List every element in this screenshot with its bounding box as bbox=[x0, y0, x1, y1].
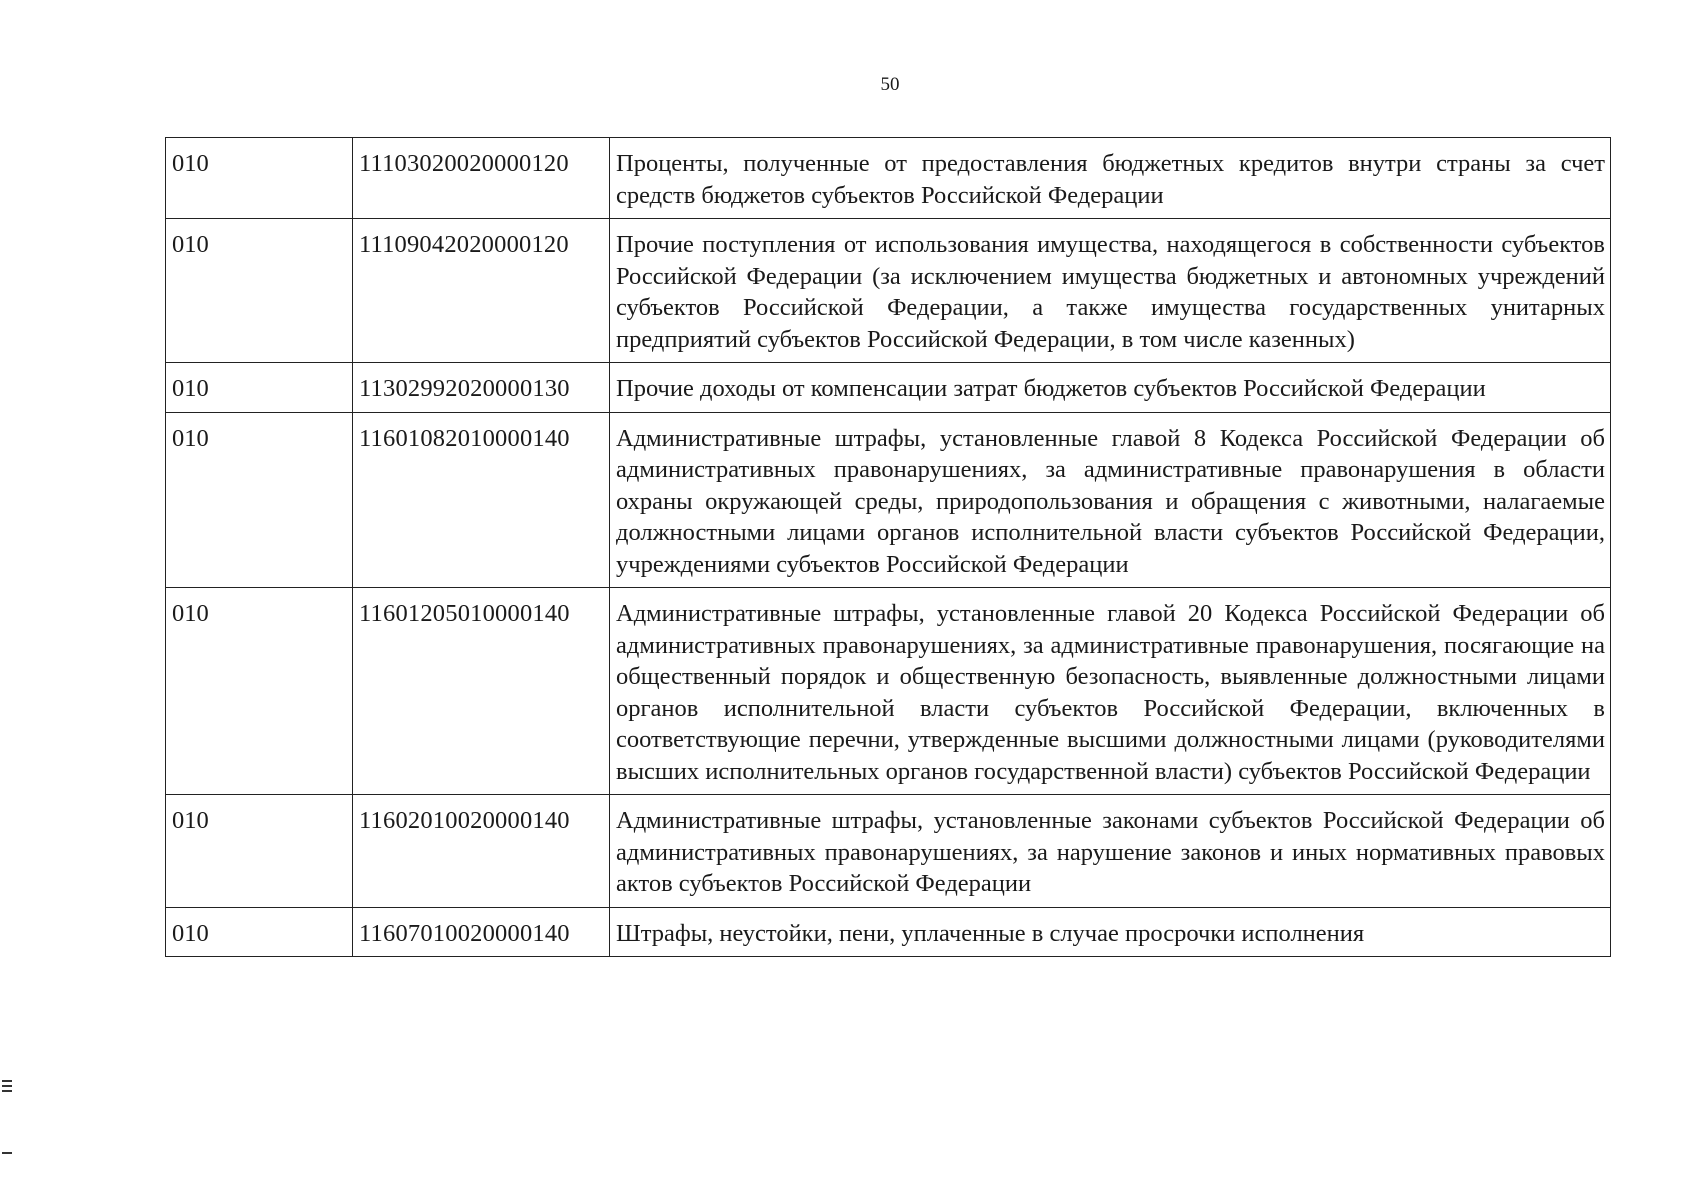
table-row bbox=[166, 138, 1611, 219]
margin-mark bbox=[2, 1085, 12, 1087]
admin-code-cell: 010 bbox=[166, 907, 353, 957]
table-row bbox=[166, 363, 1611, 413]
budget-code-cell: 11601205010000140 bbox=[353, 588, 610, 795]
page-number: 50 bbox=[880, 74, 900, 95]
budget-code-cell: 11601082010000140 bbox=[353, 412, 610, 588]
description-cell: Административные штрафы, установленные главой 20 Кодекса Российской Федерации об административных правонарушениях, за административные правонарушения, посягающие на общественный порядок и общественную безопасность, выявленные должностными лицами органов исполнительной власти субъектов Российской Федерации, включенных в соответствующие перечни, утвержденные высшими должностными лицами (руководителями высших исполнительных органов государственной власти) субъектов Российской Федерации bbox=[610, 588, 1611, 795]
admin-code-cell: 010 bbox=[166, 412, 353, 588]
description-cell: Штрафы, неустойки, пени, уплаченные в случае просрочки исполнения bbox=[610, 907, 1611, 957]
admin-code-cell: 010 bbox=[166, 138, 353, 219]
description-cell: Административные штрафы, установленные законами субъектов Российской Федерации об административных правонарушениях, за нарушение законов и иных нормативных правовых актов субъектов Российской Федерации bbox=[610, 795, 1611, 908]
description-cell: Административные штрафы, установленные главой 8 Кодекса Российской Федерации об административных правонарушениях, за административные правонарушения в области охраны окружающей среды, природопользования и обращения с животными, налагаемые должностными лицами органов исполнительной власти субъектов Российской Федерации, учреждениями субъектов Российской Федерации bbox=[610, 412, 1611, 588]
budget-code-cell: 11607010020000140 bbox=[353, 907, 610, 957]
table-row bbox=[166, 588, 1611, 795]
admin-code-cell: 010 bbox=[166, 363, 353, 413]
admin-code-cell: 010 bbox=[166, 588, 353, 795]
admin-code-cell: 010 bbox=[166, 219, 353, 363]
margin-mark bbox=[2, 1090, 12, 1092]
description-cell: Прочие доходы от компенсации затрат бюджетов субъектов Российской Федерации bbox=[610, 363, 1611, 413]
description-cell: Проценты, полученные от предоставления бюджетных кредитов внутри страны за счет средств бюджетов субъектов Российской Федерации bbox=[610, 138, 1611, 219]
table-row bbox=[166, 219, 1611, 363]
budget-codes-table bbox=[165, 137, 1611, 957]
table-row bbox=[166, 412, 1611, 588]
margin-mark bbox=[2, 1080, 12, 1082]
table-body bbox=[166, 138, 1611, 957]
table-row bbox=[166, 795, 1611, 908]
margin-mark bbox=[2, 1152, 12, 1154]
table-row bbox=[166, 907, 1611, 957]
budget-code-cell: 11109042020000120 bbox=[353, 219, 610, 363]
description-cell: Прочие поступления от использования имущества, находящегося в собственности субъектов Российской Федерации (за исключением имущества бюджетных и автономных учреждений субъектов Российской Федерации, а также имущества государственных унитарных предприятий субъектов Российской Федерации, в том числе казенных) bbox=[610, 219, 1611, 363]
budget-code-cell: 11103020020000120 bbox=[353, 138, 610, 219]
budget-code-cell: 11302992020000130 bbox=[353, 363, 610, 413]
admin-code-cell: 010 bbox=[166, 795, 353, 908]
budget-code-cell: 11602010020000140 bbox=[353, 795, 610, 908]
